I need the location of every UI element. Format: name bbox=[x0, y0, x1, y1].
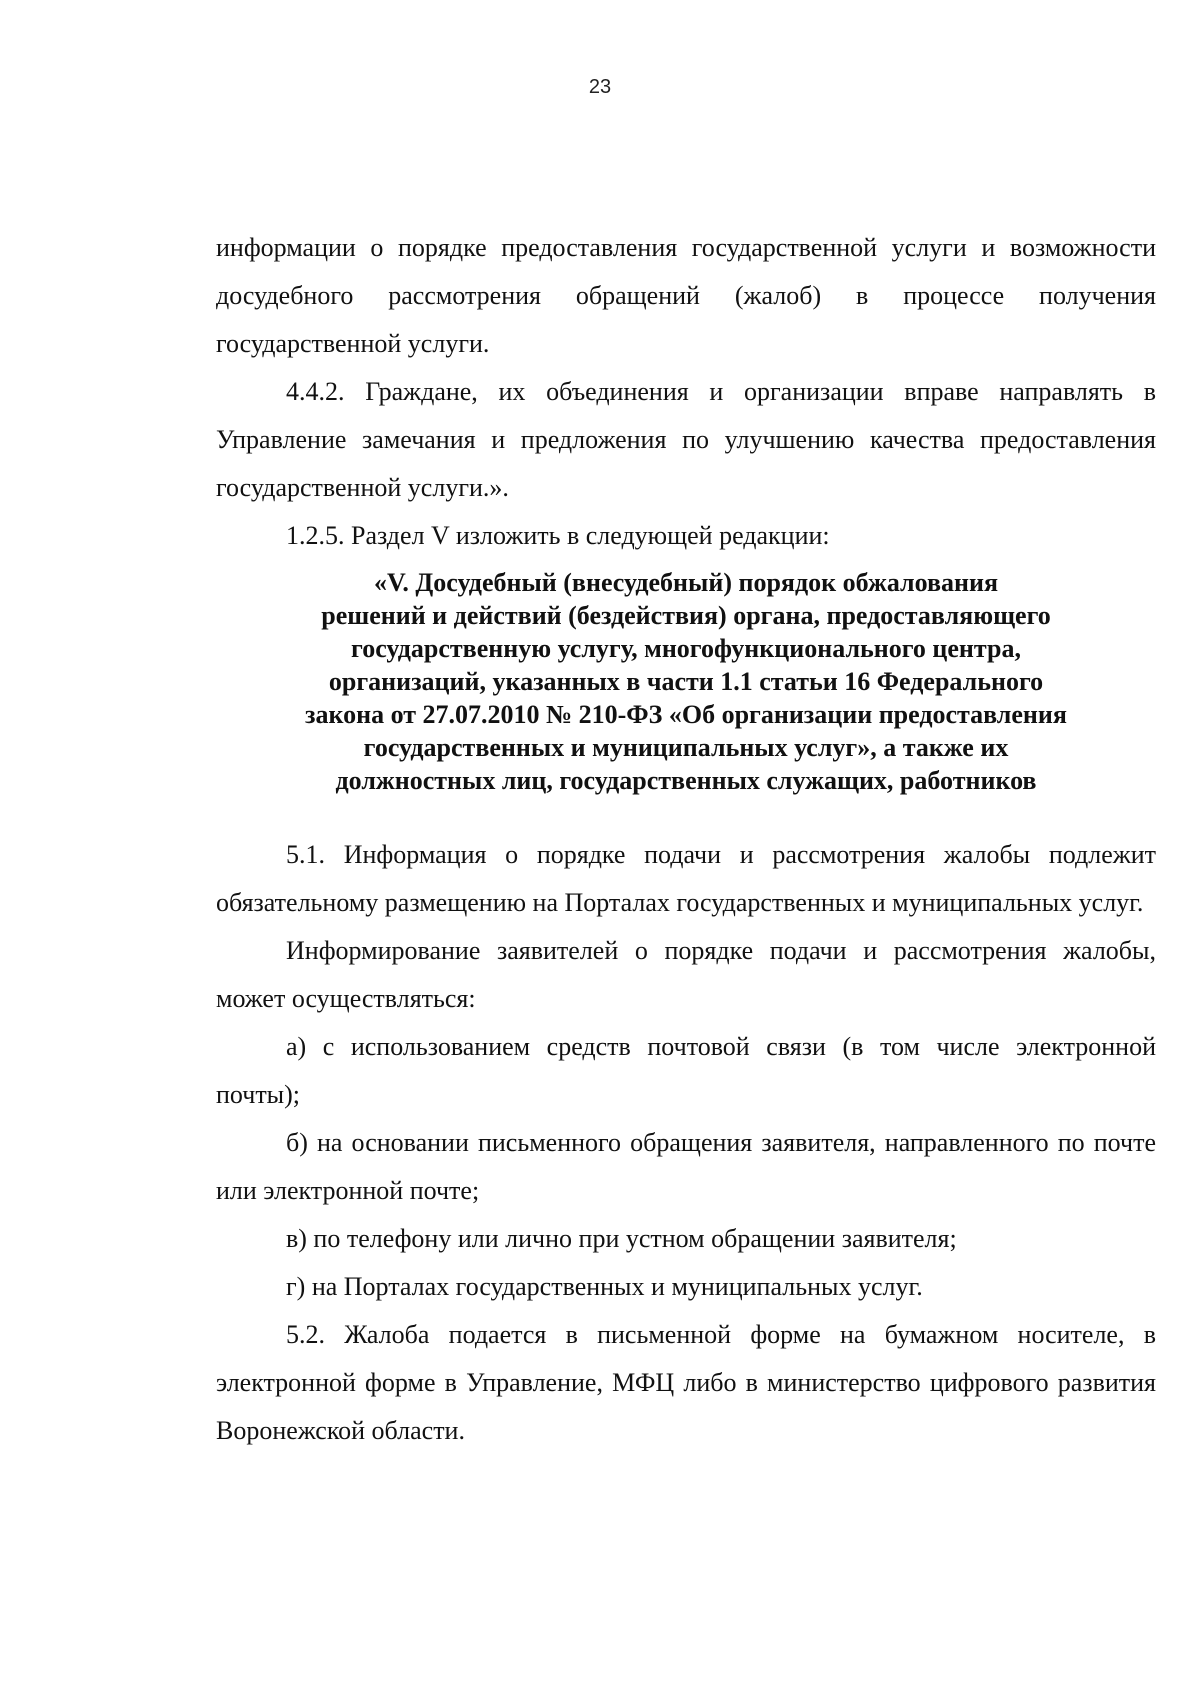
paragraph-informing: Информирование заявителей о порядке подачи и рассмотрения жалобы, может осуществляться: bbox=[216, 936, 1156, 1013]
heading-line: государственных и муниципальных услуг», а также их bbox=[363, 733, 1009, 762]
list-item-b: б) на основании письменного обращения заявителя, направленного по почте или электронной почте; bbox=[216, 1128, 1156, 1205]
heading-line: решений и действий (бездействия) органа, предоставляющего bbox=[321, 601, 1051, 630]
heading-line: закона от 27.07.2010 № 210-ФЗ «Об организации предоставления bbox=[305, 700, 1067, 729]
section-v-heading bbox=[216, 566, 1156, 797]
heading-line: государственную услугу, многофункционального центра, bbox=[351, 634, 1021, 663]
list-item-g: г) на Порталах государственных и муниципальных услуг. bbox=[286, 1272, 923, 1301]
paragraph-5-2: 5.2. Жалоба подается в письменной форме на бумажном носителе, в электронной форме в Управление, МФЦ либо в министерство цифрового развития Воронежской области. bbox=[216, 1320, 1156, 1445]
list-item-v: в) по телефону или лично при устном обращении заявителя; bbox=[286, 1224, 957, 1253]
document-body bbox=[216, 224, 1156, 1455]
heading-line: должностных лиц, государственных служащих, работников bbox=[335, 766, 1037, 795]
paragraph-5-1: 5.1. Информация о порядке подачи и рассмотрения жалобы подлежит обязательному размещению на Порталах государственных и муниципальных услуг. bbox=[216, 840, 1156, 917]
heading-line: «V. Досудебный (внесудебный) порядок обжалования bbox=[373, 568, 999, 597]
paragraph-info-continuation: информации о порядке предоставления государственной услуги и возможности досудебного рассмотрения обращений (жалоб) в процессе получения государственной услуги. bbox=[216, 233, 1156, 358]
paragraph-1-2-5: 1.2.5. Раздел V изложить в следующей редакции: bbox=[286, 521, 830, 550]
paragraph-4-4-2: 4.4.2. Граждане, их объединения и организации вправе направлять в Управление замечания и предложения по улучшению качества предоставления государственной услуги.». bbox=[216, 377, 1156, 502]
heading-line: организаций, указанных в части 1.1 статьи 16 Федерального bbox=[328, 667, 1044, 696]
page-number: 23 bbox=[588, 76, 612, 98]
list-item-a: а) с использованием средств почтовой связи (в том числе электронной почты); bbox=[216, 1032, 1156, 1109]
